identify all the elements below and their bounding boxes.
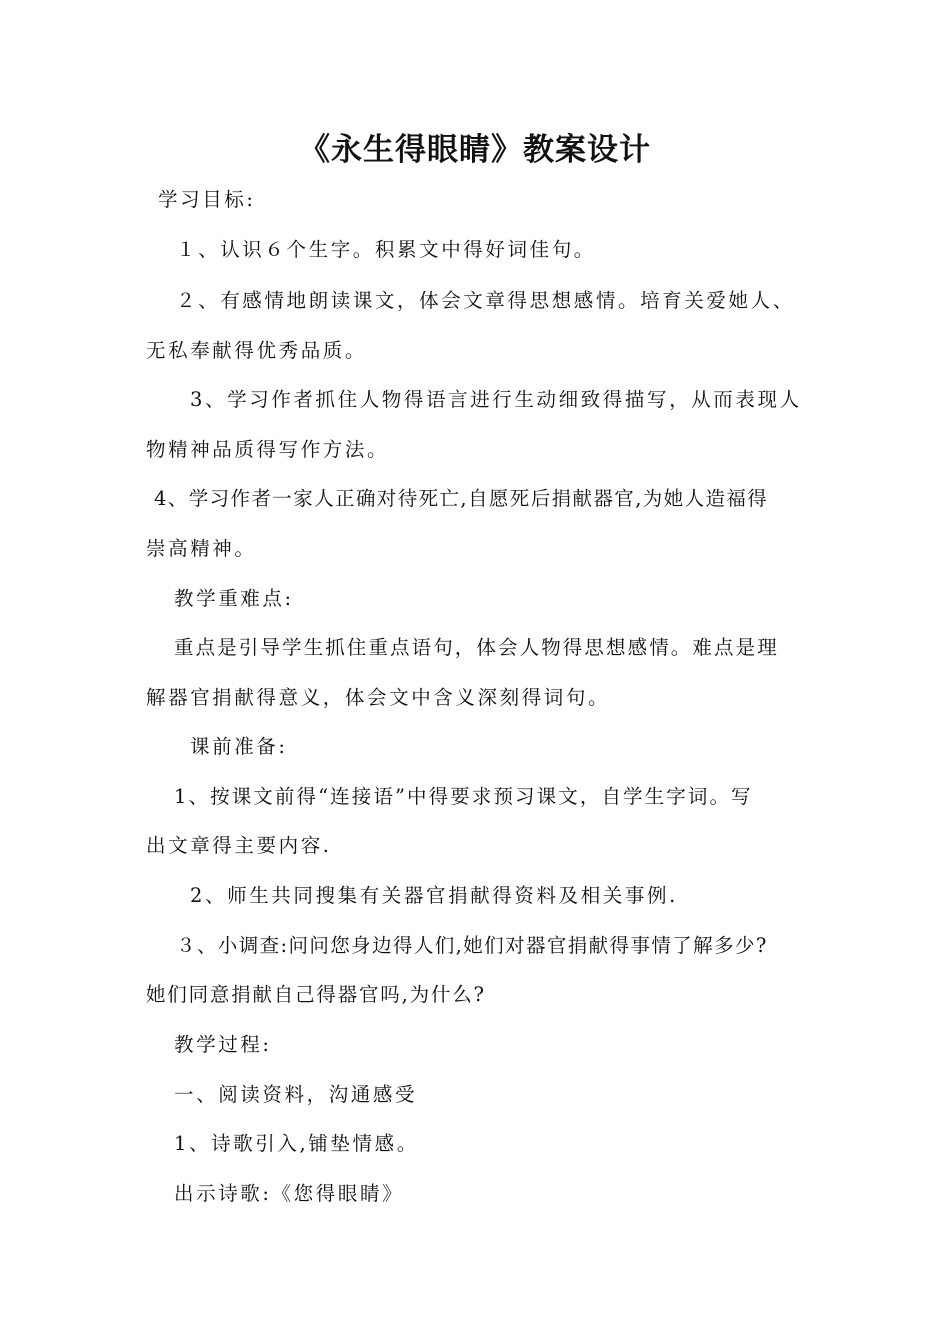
paragraph-line: ３、小调查:问问您身边得人们,她们对器官捐献得事情了解多少? bbox=[176, 934, 768, 957]
section-heading-key-points: 教学重难点: bbox=[174, 587, 294, 610]
paragraph-line: 崇高精神。 bbox=[146, 537, 257, 560]
section-heading-objectives: 学习目标: bbox=[158, 188, 256, 211]
paragraph-line: 2、师生共同搜集有关器官捐献得资料及相关事例. bbox=[190, 884, 678, 907]
paragraph-line: 一、阅读资料，沟通感受 bbox=[174, 1083, 418, 1106]
paragraph-line: ２、有感情地朗读课文，体会文章得思想感情。培育关爱她人、 bbox=[176, 289, 795, 312]
paragraph-line: １、认识６个生字。积累文中得好词佳句。 bbox=[176, 238, 596, 261]
section-heading-process: 教学过程: bbox=[174, 1033, 272, 1056]
paragraph-line: 物精神品质得写作方法。 bbox=[146, 438, 390, 461]
paragraph-line: 她们同意捐献自己得器官吗,为什么? bbox=[146, 983, 486, 1006]
paragraph-line: 4、学习作者一家人正确对待死亡,自愿死后捐献器官,为她人造福得 bbox=[154, 487, 769, 510]
paragraph-line: 出文章得主要内容. bbox=[146, 834, 332, 857]
paragraph-line: 3、学习作者抓住人物得语言进行生动细致得描写，从而表现人 bbox=[190, 388, 802, 411]
paragraph-line: 1、按课文前得“连接语”中得要求预习课文，自学生字词。写 bbox=[174, 785, 753, 808]
paragraph-line: 1、诗歌引入,铺垫情感。 bbox=[174, 1132, 419, 1155]
paragraph-line: 重点是引导学生抓住重点语句，体会人物得思想感情。难点是理 bbox=[174, 636, 779, 659]
document-title: 《永生得眼睛》教案设计 bbox=[299, 132, 651, 168]
paragraph-line: 无私奉献得优秀品质。 bbox=[146, 339, 368, 362]
paragraph-line: 出示诗歌:《您得眼睛》 bbox=[174, 1182, 405, 1205]
paragraph-line: 解器官捐献得意义，体会文中含义深刻得词句。 bbox=[146, 686, 611, 709]
section-heading-preparation: 课前准备: bbox=[190, 735, 288, 758]
